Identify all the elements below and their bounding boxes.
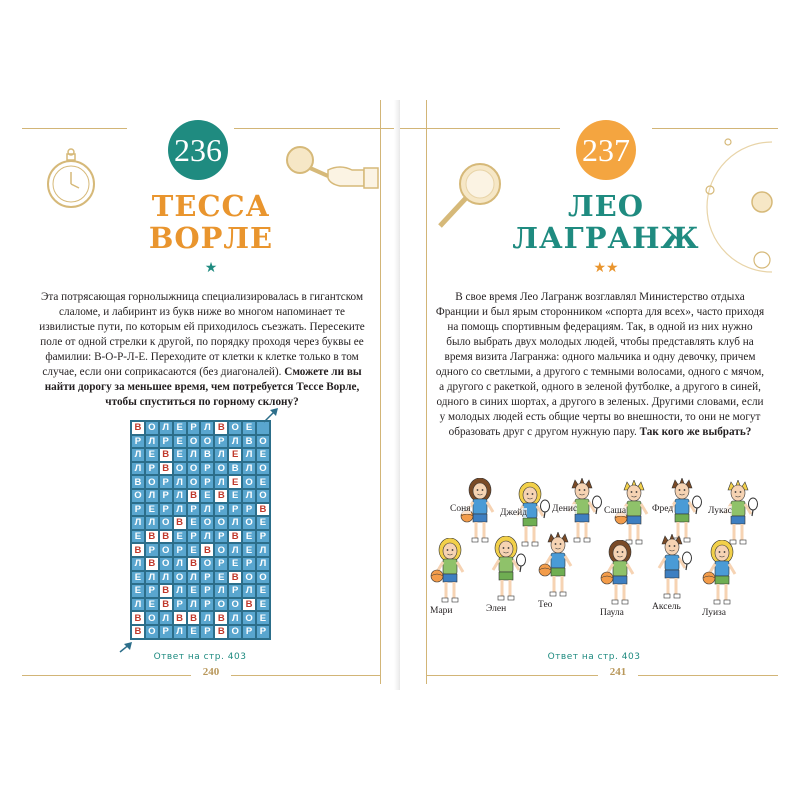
grid-cell: В: [159, 598, 173, 612]
grid-cell: Р: [159, 435, 173, 449]
left-frame-side: [380, 100, 381, 684]
grid-cell: Р: [214, 503, 228, 517]
grid-cell: Р: [228, 503, 242, 517]
grid-cell: Р: [187, 503, 201, 517]
grid-cell: Е: [256, 584, 270, 598]
grid-cell: Е: [131, 584, 145, 598]
grid-cell: Р: [256, 530, 270, 544]
grid-cell: Р: [187, 530, 201, 544]
grid-cell: Е: [200, 489, 214, 503]
right-frame-top-b: [652, 128, 778, 129]
grid-cell: Л: [187, 448, 201, 462]
kid-figure: [430, 538, 470, 608]
left-frame-top-a: [22, 128, 127, 129]
grid-cell: Л: [200, 611, 214, 625]
grid-cell: Е: [242, 530, 256, 544]
grid-cell: Р: [173, 598, 187, 612]
right-frame-side: [426, 100, 427, 684]
kid-name-label: Лукас: [708, 506, 732, 516]
left-page: [22, 100, 400, 690]
grid-cell: В: [214, 421, 228, 435]
grid-cell: В: [187, 557, 201, 571]
grid-cell: Е: [256, 516, 270, 530]
grid-cell: В: [173, 516, 187, 530]
kid-figure: [538, 532, 578, 602]
grid-cell: Е: [131, 571, 145, 585]
grid-cell: Л: [242, 584, 256, 598]
grid-cell: Л: [131, 598, 145, 612]
grid-cell: Р: [214, 435, 228, 449]
grid-cell: В: [228, 530, 242, 544]
grid-cell: Л: [214, 584, 228, 598]
grid-cell: Л: [173, 584, 187, 598]
page-number: 240: [191, 666, 231, 678]
grid-cell: Л: [228, 611, 242, 625]
grid-cell: Л: [242, 489, 256, 503]
grid-cell: О: [200, 516, 214, 530]
grid-cell: Л: [145, 435, 159, 449]
grid-cell: Л: [242, 462, 256, 476]
kid-name-label: Джейд: [500, 508, 528, 518]
grid-cell: О: [187, 475, 201, 489]
grid-cell: Р: [145, 462, 159, 476]
grid-cell: О: [228, 625, 242, 639]
grid-cell: Р: [214, 530, 228, 544]
grid-cell: Е: [145, 503, 159, 517]
answer-reference-right: Ответ на стр. 403: [547, 652, 641, 662]
grid-cell: Л: [173, 503, 187, 517]
grid-cell: Р: [200, 571, 214, 585]
description-plain: Эта потрясающая горнолыжница специализировалась в гигантском слаломе, и лабиринт из букв ниже во многом напоминает те извилистые пути, по которым ей приходилось съезжать. Пересеките поле от одной стрелки к другой, по порядку проходя через буквы ее фамилии: В-О-Р-Л-Е. Переходите от клетки к клетке только в том случае, если они соприкасаются (без диагоналей).: [39, 291, 365, 378]
grid-cell: Е: [242, 543, 256, 557]
grid-cell: О: [214, 543, 228, 557]
grid-cell: Л: [200, 530, 214, 544]
grid-cell: Р: [159, 503, 173, 517]
right-page: [400, 100, 778, 690]
grid-cell: О: [228, 421, 242, 435]
grid-cell: Л: [145, 571, 159, 585]
kid-name-label: Луиза: [702, 608, 727, 618]
kid-figure: [600, 540, 640, 610]
grid-cell: О: [200, 435, 214, 449]
grid-cell: Е: [173, 435, 187, 449]
left-frame-top-b: [234, 128, 400, 129]
grid-cell: О: [145, 625, 159, 639]
grid-cell: Л: [173, 475, 187, 489]
grid-cell: О: [242, 571, 256, 585]
answer-reference: Ответ на стр. 403: [153, 652, 247, 662]
grid-cell: Р: [242, 625, 256, 639]
description-question: Сможете ли вы найти дорогу за меньшее время, чем потребуется Тессе Ворле, чтобы спуститься по горному склону?: [44, 366, 362, 408]
grid-cell: В: [173, 611, 187, 625]
grid-cell: Л: [173, 625, 187, 639]
grid-cell: О: [159, 516, 173, 530]
grid-cell: Л: [256, 543, 270, 557]
grid-cell: Р: [256, 625, 270, 639]
grid-cell: Л: [228, 543, 242, 557]
grid-cell: О: [256, 462, 270, 476]
grid-cell: Л: [187, 571, 201, 585]
grid-cell: Е: [145, 598, 159, 612]
grid-cell: Е: [173, 448, 187, 462]
grid-cell: Е: [187, 543, 201, 557]
puzzle-title-line2-right: ЛАГРАНЖ: [512, 221, 700, 255]
grid-cell: О: [214, 462, 228, 476]
grid-cell: Р: [228, 584, 242, 598]
grid-cell: Е: [187, 584, 201, 598]
grid-cell: Е: [256, 611, 270, 625]
grid-cell: О: [187, 462, 201, 476]
puzzle-description: [32, 290, 372, 410]
grid-cell: В: [187, 611, 201, 625]
grid-cell: Р: [159, 475, 173, 489]
grid-cell: Л: [256, 557, 270, 571]
kid-name-label: Мари: [430, 606, 453, 616]
grid-cell: Р: [145, 543, 159, 557]
grid-cell: В: [214, 625, 228, 639]
grid-cell: Р: [159, 625, 173, 639]
grid-cell: О: [256, 435, 270, 449]
grid-cell: В: [159, 448, 173, 462]
puzzle-description-right: [434, 290, 766, 440]
grid-cell: О: [145, 475, 159, 489]
grid-cell: О: [159, 557, 173, 571]
kid-figure: [486, 536, 526, 606]
grid-cell: Е: [145, 448, 159, 462]
grid-cell: Л: [214, 448, 228, 462]
grid-cell: В: [145, 530, 159, 544]
grid-cell: В: [228, 571, 242, 585]
grid-cell: В: [131, 475, 145, 489]
grid-cell: В: [131, 625, 145, 639]
grid-cell: О: [214, 598, 228, 612]
grid-cell: В: [131, 421, 145, 435]
grid-cell: Р: [159, 489, 173, 503]
grid-cell: Е: [228, 557, 242, 571]
kid-name-label: Аксель: [652, 602, 681, 612]
grid-cell: Р: [200, 598, 214, 612]
grid-cell: В: [256, 503, 270, 517]
grid-cell: Р: [242, 503, 256, 517]
magnifier-hand-icon: [284, 142, 380, 192]
grid-cell: Р: [131, 503, 145, 517]
grid-cell: Л: [159, 611, 173, 625]
grid-cell: В: [228, 462, 242, 476]
grid-cell: Л: [200, 421, 214, 435]
grid-cell: В: [159, 584, 173, 598]
grid-cell: Л: [173, 489, 187, 503]
grid-cell: Е: [228, 489, 242, 503]
kid-name-label: Элен: [486, 604, 507, 614]
grid-cell: О: [145, 611, 159, 625]
grid-cell: В: [131, 543, 145, 557]
grid-cell: Л: [145, 516, 159, 530]
difficulty-stars: ★: [204, 261, 218, 276]
kid-name-label: Саша: [604, 506, 627, 516]
grid-cell: В: [214, 611, 228, 625]
grid-cell: Л: [145, 489, 159, 503]
grid-cell: В: [159, 530, 173, 544]
description-plain-right: В свое время Лео Лагранж возглавлял Министерство отдыха Франции и был ярым сторонником «спорта для всех», часто приходя на помощь спортивным федерациям. Так, в одной из них нужно было выбрать двух молодых людей, чтобы представлять клуб на время визита Лагранжа: одного мальчика и одну девочку, причем одного со светлыми, а другого с темными волосами, одного с мячом, а другого с ракеткой, одного в зеленой футболке, а другого в синей, одного в синих шортах, а другого в зеленых. Другими словами, если у молодых людей есть общие черты во внешности, то они не могут образовать друг с другом нужную пару.: [435, 291, 765, 438]
grid-cell: Е: [214, 571, 228, 585]
grid-cell: Е: [131, 530, 145, 544]
difficulty-stars-right: ★★: [593, 261, 619, 276]
grid-cell: Л: [200, 503, 214, 517]
kid-name-label: Фред: [652, 504, 674, 514]
grid-cell: О: [242, 475, 256, 489]
grid-cell: О: [159, 543, 173, 557]
grid-cell: В: [187, 489, 201, 503]
grid-cell: Л: [131, 448, 145, 462]
grid-cell: Р: [200, 475, 214, 489]
right-frame-top-a: [400, 128, 560, 129]
grid-cell: Л: [242, 448, 256, 462]
grid-cell: В: [200, 448, 214, 462]
grid-cell: Р: [200, 462, 214, 476]
grid-cell: Р: [173, 543, 187, 557]
grid-cell: Е: [242, 421, 256, 435]
grid-cell: Р: [145, 584, 159, 598]
book-spread: [22, 100, 778, 690]
grid-cell: О: [187, 435, 201, 449]
grid-cell: Р: [214, 557, 228, 571]
grid-cell: В: [159, 462, 173, 476]
grid-cell: Е: [228, 448, 242, 462]
grid-cell: О: [256, 489, 270, 503]
grid-cell: Р: [131, 435, 145, 449]
maze-arrows: [118, 408, 288, 658]
grid-cell: Е: [173, 421, 187, 435]
description-question-right: Так кого же выбрать?: [639, 426, 752, 438]
grid-cell: Р: [200, 625, 214, 639]
grid-cell: В: [242, 435, 256, 449]
grid-cell: В: [214, 489, 228, 503]
grid-cell: Е: [256, 448, 270, 462]
kid-figure: [652, 534, 692, 604]
grid-cell: Е: [173, 530, 187, 544]
grid-cell: Р: [242, 557, 256, 571]
grid-cell: Л: [228, 516, 242, 530]
grid-cell: Л: [131, 516, 145, 530]
puzzle-title-line1: ТЕССА: [151, 189, 271, 223]
grid-cell: О: [242, 611, 256, 625]
kid-figure: [702, 540, 742, 610]
grid-cell: О: [173, 462, 187, 476]
grid-cell: Е: [256, 598, 270, 612]
kid-name-label: Тео: [538, 600, 553, 610]
grid-cell: В: [200, 543, 214, 557]
kid-name-label: Соня: [450, 504, 471, 514]
grid-cell: Е: [228, 475, 242, 489]
puzzle-number-badge: 236: [168, 120, 228, 180]
puzzle-title-line1-right: ЛЕО: [567, 189, 644, 223]
grid-cell: О: [242, 516, 256, 530]
grid-cell: О: [214, 516, 228, 530]
kid-name-label: Паула: [600, 608, 624, 618]
grid-cell: Л: [228, 435, 242, 449]
grid-cell: О: [173, 571, 187, 585]
grid-cell: О: [145, 421, 159, 435]
grid-cell: В: [145, 557, 159, 571]
grid-cell: О: [131, 489, 145, 503]
grid-cell: Л: [214, 475, 228, 489]
grid-cell: Л: [131, 557, 145, 571]
puzzle-title-line2: ВОРЛЕ: [148, 221, 274, 255]
grid-cell: В: [131, 611, 145, 625]
grid-cell: Р: [200, 584, 214, 598]
kid-name-label: Денис: [552, 504, 578, 514]
grid-cell: О: [228, 598, 242, 612]
grid-cell: Л: [187, 598, 201, 612]
grid-cell: Е: [187, 516, 201, 530]
grid-cell: Л: [159, 571, 173, 585]
grid-cell: Л: [173, 557, 187, 571]
grid-cell: Р: [187, 421, 201, 435]
grid-cell: В: [242, 598, 256, 612]
page-number-right: 241: [598, 666, 638, 678]
grid-cell: Е: [256, 475, 270, 489]
grid-cell: Л: [159, 421, 173, 435]
grid-cell: О: [200, 557, 214, 571]
grid-cell: Л: [131, 462, 145, 476]
grid-cell: О: [256, 571, 270, 585]
puzzle-number-badge-right: 237: [576, 120, 636, 180]
grid-cell: Е: [187, 625, 201, 639]
